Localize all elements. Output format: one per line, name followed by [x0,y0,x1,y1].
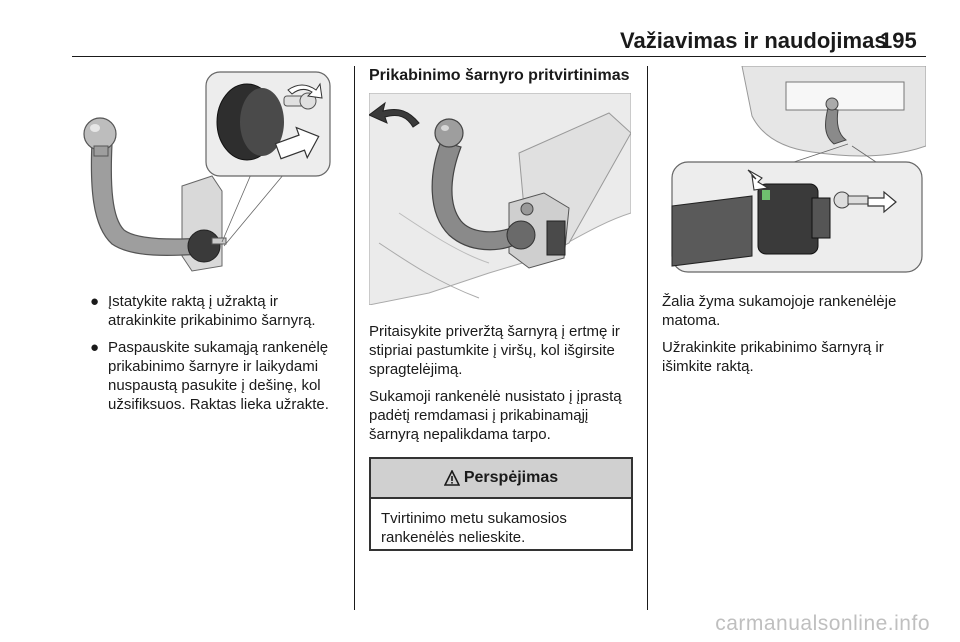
column-divider-left [354,66,355,610]
paragraph: Užrakinkite prikabinimo šarnyrą ir išimkite raktą. [662,339,884,375]
bullet-glyph: ● [90,293,100,310]
col3-text [662,292,930,376]
list-item [86,338,348,414]
running-header-title: Važiavimas ir naudojimas [620,28,887,53]
tow-hitch-locked-key-removal-illustration [662,66,926,278]
figure-key-insertion [72,66,340,276]
figure-key-removal [662,66,926,278]
bullet-text: Paspauskite sukamąją rankenėlę prikabinimo šarnyre ir laikydami nuspaustą pasukite į dešinę, kol užsifiksuos. Raktas lieka užrakte. [108,339,329,413]
warning-box [369,457,633,551]
warning-header [371,459,631,499]
col2-text [369,322,637,444]
watermark: carmanualsonline.info [715,612,930,635]
warning-triangle-icon [444,470,460,486]
figure-tow-ball-mounting [369,93,631,305]
page-number: 195 [880,28,917,53]
paragraph: Sukamoji rankenėlė nusistato į įprastą padėtį remdamasi į prikabinamąjį šarnyrą nepalikdama tarpo. [369,388,622,443]
warning-title: Perspėjimas [463,469,559,486]
list-item [86,292,348,330]
paragraph: Pritaisykite priveržtą šarnyrą į ertmę ir stipriai pastumkite į viršų, kol išgirsite spragtelėjimą. [369,323,620,378]
bullet-text: Įstatykite raktą į užraktą ir atrakinkite prikabinimo šarnyrą. [108,293,316,329]
bullet-glyph: ● [90,339,100,356]
col1-instructions [86,292,348,422]
column-divider-right [647,66,648,610]
tow-hitch-key-insertion-illustration [72,66,340,276]
tow-ball-mounting-illustration [369,93,631,305]
warning-text: Tvirtinimo metu sukamosios rankenėlės nelieskite. [381,510,567,546]
section-heading: Prikabinimo šarnyro pritvirtinimas [369,67,630,84]
header-rule [72,56,926,57]
paragraph: Žalia žyma sukamojoje rankenėlėje matoma. [662,293,897,329]
